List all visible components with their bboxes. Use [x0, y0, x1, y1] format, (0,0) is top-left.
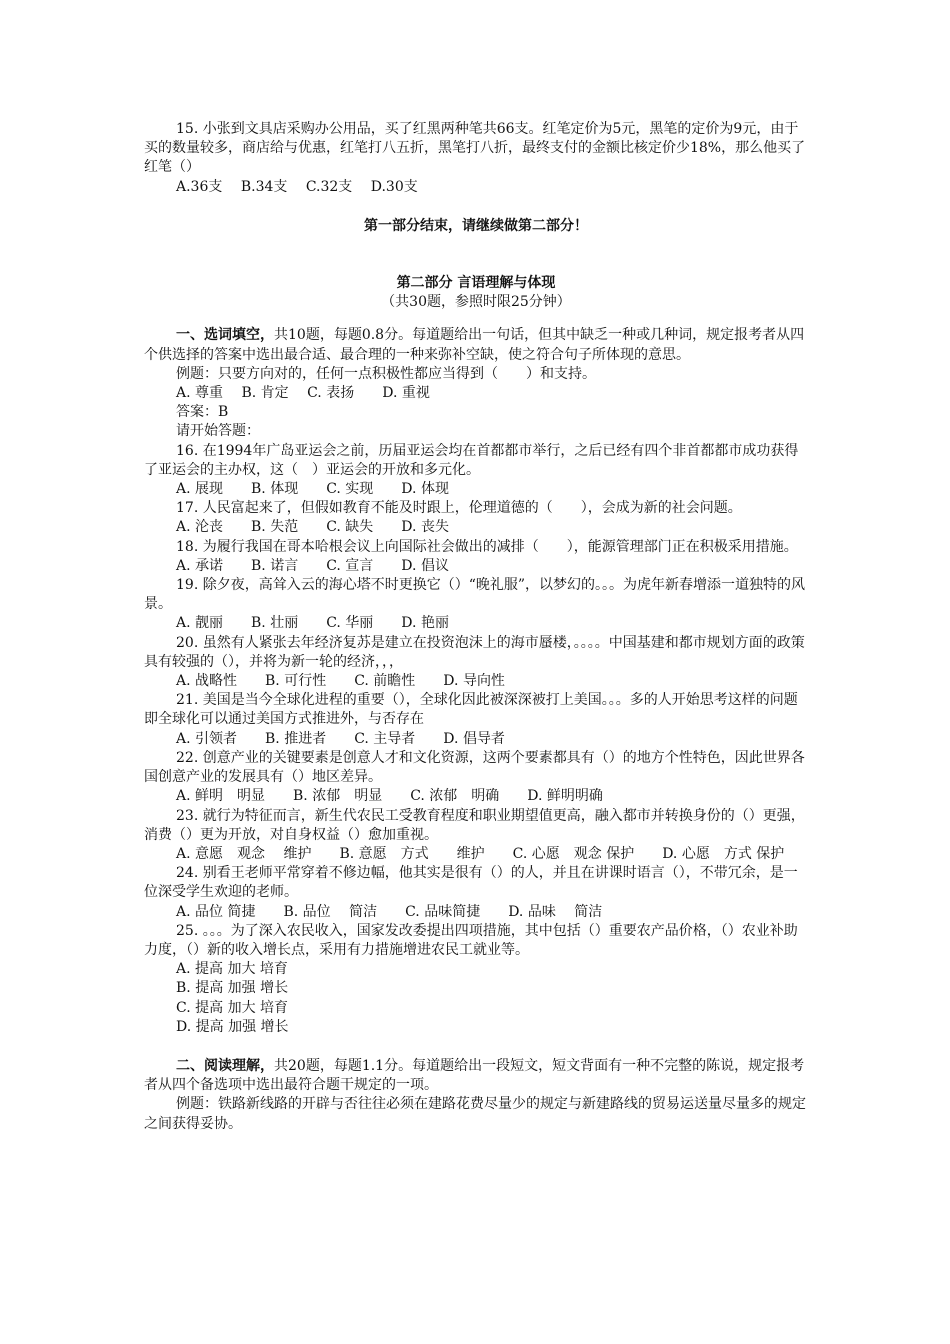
question-stem: 18. 为履行我国在哥本哈根会议上向国际社会做出的减排（ ），能源管理部门正在积极采用措施。 [176, 538, 798, 555]
question-25-option: C. 提高 加大 培育 [176, 999, 289, 1016]
question-25-stem: 25. 。。。为了深入农民收入，国家发改委提出四项措施，其中包括（）重要农产品价格，（）农业补助力度，（）新的收入增长点，采用有力措施增进农民工就业等。 [144, 922, 798, 958]
section2-intro-text: 共20题，每题1.1分。每道题给出一段短文，短文背面有一种不完整的陈说，规定报考者从四个备选项中选出最符合题干规定的一项。 [144, 1057, 805, 1094]
question-stem: 16. 在1994年广岛亚运会之前，历届亚运会均在首都都市举行，之后已经有四个非首都都市成功获得了亚运会的主办权，这（ ）亚运会的开放和多元化。 [144, 442, 799, 478]
question-25-option: A. 提高 加大 培育 [176, 961, 288, 978]
start-prompt: 请开始答题： [176, 423, 260, 440]
question-stem: 20. 虽然有人紧张去年经济复苏是建立在投资泡沫上的海市蜃楼，。。。。中国基建和都市规划方面的政策具有较强的（），并将为新一轮的经济，，， [144, 634, 805, 670]
question-options: A. 展现 B. 体现 C. 实现 D. 体现 [176, 481, 449, 498]
question-stem: 21. 美国是当今全球化进程的重要（），全球化因此被深深被打上美国。。。多的人开始思考这样的问题即全球化可以通过美国方式推进外，与否存在 [144, 692, 798, 728]
question-25-option: B. 提高 加强 增长 [176, 980, 289, 997]
section2-heading: 二、阅读理解， [176, 1057, 274, 1074]
section1-heading: 一、选词填空， [176, 327, 274, 344]
section1-intro-text: 共10题，每题0.8分。每道题给出一句话，但其中缺乏一种或几种词，规定报考者从四个供选择的答案中选出最合适、最合理的一种来弥补空缺，使之符合句子所体现的意思。 [144, 327, 805, 363]
question-stem: 19. 除夕夜，高耸入云的海心塔不时更换它（）“晚礼服”，以梦幻的。。。为虎年新春增添一道独特的风景。 [144, 577, 806, 613]
question-options: A. 引领者 B. 推进者 C. 主导者 D. 倡导者 [176, 730, 505, 747]
question-options: A. 品位 简捷 B. 品位 简洁 C. 品味简捷 D. 品味 简洁 [176, 903, 603, 920]
question-25-option: D. 提高 加强 增长 [176, 1018, 289, 1035]
section2-intro [144, 1057, 808, 1095]
question-stem: 23. 就行为特征而言，新生代农民工受教育程度和职业期望值更高，融入都市并转换身份的（）更强，消费（）更为开放，对自身权益（）愈加重视。 [144, 807, 805, 843]
part2-title: 第二部分 言语理解与体现 [396, 275, 556, 292]
part2-subtitle: （共30题，参照时限25分钟） [381, 294, 571, 311]
question-stem: 22. 创意产业的关键要素是创意人才和文化资源，这两个要素都具有（）的地方个性特色，因此世界各国创意产业的发展具有（）地区差异。 [144, 749, 805, 786]
question-stem: 17. 人民富起来了，但假如教育不能及时跟上，伦理道德的（ ），会成为新的社会问题。 [176, 500, 742, 517]
document-page [144, 120, 808, 1134]
question-options: A. 意愿 观念 维护 B. 意愿 方式 维护 C. 心愿 观念 保护 D. 心愿 方式 保护 [176, 845, 785, 862]
question-options: A. 靓丽 B. 壮丽 C. 华丽 D. 艳丽 [176, 615, 449, 632]
example-question: 例题：只要方向对的，任何一点积极性都应当得到（ ）和支持。 [176, 365, 596, 382]
question-options: A. 沦丧 B. 失范 C. 缺失 D. 丧失 [176, 519, 449, 536]
question-15-options: A.36支 B.34支 C.32支 D.30支 [176, 178, 418, 195]
question-stem: 24. 别看王老师平常穿着不修边幅，他其实是很有（）的人，并且在讲课时语言（），不带冗余，是一位深受学生欢迎的老师。 [144, 865, 798, 901]
question-options: A. 承诺 B. 诺言 C. 宣言 D. 倡议 [176, 557, 449, 574]
question-options: A. 鲜明 明显 B. 浓郁 明显 C. 浓郁 明确 D. 鲜明明确 [176, 788, 603, 805]
example-answer: 答案：B [176, 404, 229, 421]
question-options: A. 战略性 B. 可行性 C. 前瞻性 D. 导向性 [176, 673, 505, 690]
question-15-stem: 15. 小张到文具店采购办公用品，买了红黑两种笔共66支。红笔定价为5元，黑笔的定价为9元，由于买的数量较多，商店给与优惠，红笔打八五折，黑笔打八折，最终支付的金额比核定价少18%，那么他买了红笔（） [144, 121, 806, 176]
section1-intro [144, 326, 808, 364]
part1-end-notice: 第一部分结束，请继续做第二部分！ [364, 217, 588, 234]
section2-example: 例题：铁路新线路的开辟与否往往必须在建路花费尽量少的规定与新建路线的贸易运送量尽量多的规定之间获得妥协。 [144, 1096, 806, 1132]
example-options: A. 尊重 B. 肯定 C. 表扬 D. 重视 [176, 385, 430, 402]
